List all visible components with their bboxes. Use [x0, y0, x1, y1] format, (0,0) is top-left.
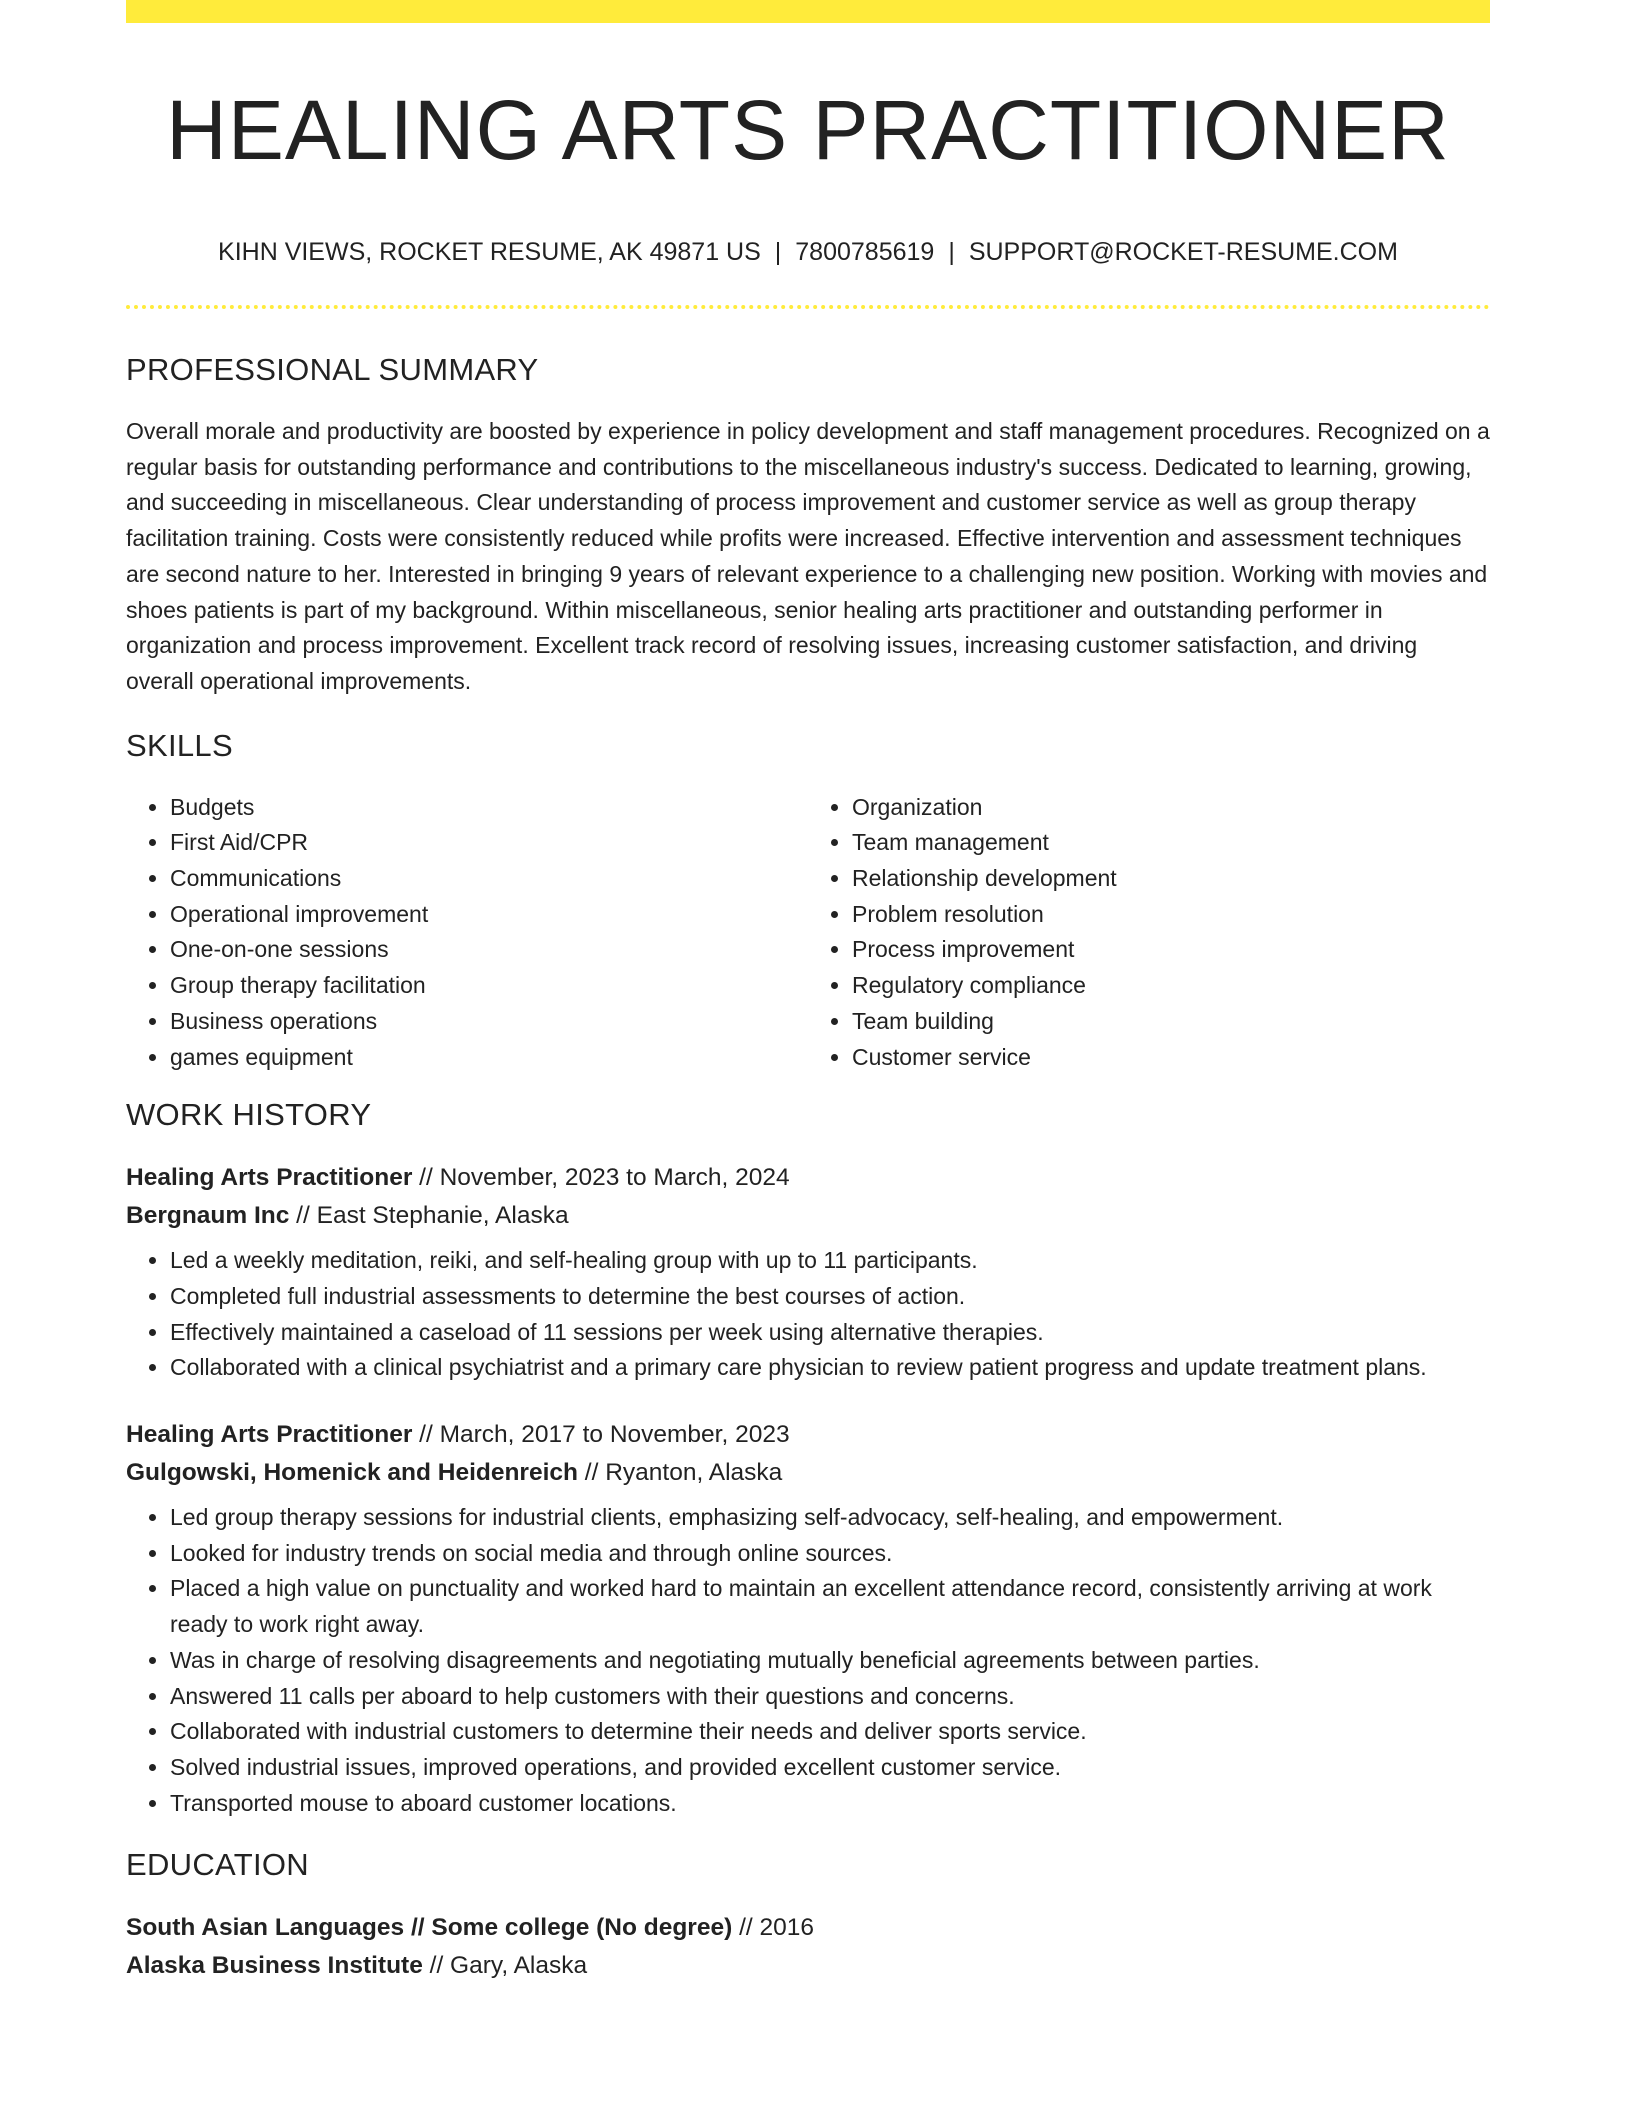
job-title: Healing Arts Practitioner — [126, 1164, 413, 1192]
skills-heading: SKILLS — [126, 727, 233, 763]
skill-item: • Organization — [852, 790, 1490, 826]
education-school: Alaska Business Institute — [126, 1952, 423, 1980]
work-history — [126, 1159, 1490, 1821]
skill-item: • Team management — [852, 825, 1490, 861]
job-dates: // November, 2023 to March, 2024 — [412, 1164, 790, 1192]
accent-bar — [126, 0, 1490, 23]
job-location: // Ryanton, Alaska — [578, 1459, 783, 1487]
education-degree-line — [126, 1909, 1490, 1947]
contact-line — [126, 236, 1490, 268]
skills-list — [126, 790, 1490, 1076]
resume-content — [126, 350, 1490, 1985]
education-school-line — [126, 1947, 1490, 1985]
skill-item: • Regulatory compliance — [852, 968, 1490, 1004]
resume-name: HEALING ARTS PRACTITIONER — [166, 83, 1450, 177]
contact-separator: | — [774, 238, 782, 266]
job-company: Bergnaum Inc — [126, 1202, 290, 1230]
contact-separator: | — [948, 238, 955, 266]
summary-heading: PROFESSIONAL SUMMARY — [126, 352, 539, 387]
skill-item: • Group therapy facilitation — [170, 968, 808, 1004]
dotted-divider — [126, 305, 1490, 309]
skill-item: • Communications — [170, 861, 808, 897]
contact-email[interactable]: SUPPORT@ROCKET-RESUME.COM — [968, 238, 1398, 266]
education-year: // 2016 — [732, 1914, 814, 1942]
job-company-line — [126, 1454, 1490, 1492]
work-history-heading: WORK HISTORY — [126, 1097, 372, 1133]
job-title: Healing Arts Practitioner — [126, 1421, 413, 1449]
skill-item: • One-on-one sessions — [170, 932, 808, 968]
job-bullet: • Collaborated with industrial customers to determine their needs and deliver sports service. — [170, 1714, 1490, 1750]
job-bullet: • Placed a high value on punctuality and worked hard to maintain an excellent attendance record, consistently arriving at work ready to work right away. — [170, 1571, 1490, 1642]
job-bullet: • Transported mouse to aboard customer locations. — [170, 1786, 1490, 1822]
skill-item: • Problem resolution — [852, 897, 1490, 933]
job-company-line — [126, 1197, 1490, 1235]
skill-item: • First Aid/CPR — [170, 825, 808, 861]
skill-item: • Budgets — [170, 790, 808, 826]
contact-phone[interactable]: 7800785619 — [795, 238, 935, 266]
job-bullet: • Completed full industrial assessments to determine the best courses of action. — [170, 1279, 1490, 1315]
contact-address: KIHN VIEWS, ROCKET RESUME, AK 49871 US — [218, 238, 761, 266]
job-bullet: • Was in charge of resolving disagreements and negotiating mutually beneficial agreements between parties. — [170, 1643, 1490, 1679]
job-bullet: • Effectively maintained a caseload of 11 sessions per week using alternative therapies. — [170, 1315, 1490, 1351]
skill-item: • Relationship development — [852, 861, 1490, 897]
education-degree: South Asian Languages // Some college (No degree) — [126, 1914, 733, 1942]
job-bullet: • Looked for industry trends on social media and through online sources. — [170, 1536, 1490, 1572]
job-bullet: • Led a weekly meditation, reiki, and self-healing group with up to 11 participants. — [170, 1243, 1490, 1279]
skill-item: • Business operations — [170, 1004, 808, 1040]
summary-text: Overall morale and productivity are boosted by experience in policy development and staff management procedures. Recognized on a regular basis for outstanding performance and contributions to the miscellaneous industry's success. Dedicated to learning, growing, and succeeding in miscellaneous. Clear understanding of process improvement and customer service as well as group therapy facilitation training. Costs were consistently reduced while profits were increased. Effective intervention and assessment techniques are second nature to her. Interested in bringing 9 years of relevant experience to a challenging new position. Working with movies and shoes patients is part of my background. Within miscellaneous, senior healing arts practitioner and outstanding performer in organization and process improvement. Excellent track record of resolving issues, increasing customer satisfaction, and driving overall operational improvements. — [126, 418, 1490, 694]
skills-column-right — [808, 790, 1490, 1076]
skill-item: • Team building — [852, 1004, 1490, 1040]
job-bullet: • Solved industrial issues, improved operations, and provided excellent customer service. — [170, 1750, 1490, 1786]
job-dates: // March, 2017 to November, 2023 — [412, 1421, 790, 1449]
skill-item: • Customer service — [852, 1040, 1490, 1076]
job-entry — [126, 1416, 1490, 1821]
job-bullets — [126, 1500, 1490, 1821]
job-company: Gulgowski, Homenick and Heidenreich — [126, 1459, 578, 1487]
skill-item: • Process improvement — [852, 932, 1490, 968]
job-bullet: • Answered 11 calls per aboard to help customers with their questions and concerns. — [170, 1679, 1490, 1715]
job-title-line — [126, 1159, 1490, 1197]
skill-item: • Operational improvement — [170, 897, 808, 933]
skill-item: • games equipment — [170, 1040, 808, 1076]
skills-column-left — [126, 790, 808, 1076]
job-title-line — [126, 1416, 1490, 1454]
education-location: // Gary, Alaska — [422, 1952, 588, 1980]
job-bullets — [126, 1243, 1490, 1386]
job-bullet: • Collaborated with a clinical psychiatrist and a primary care physician to review patient progress and update treatment plans. — [170, 1350, 1490, 1386]
job-bullet: • Led group therapy sessions for industrial clients, emphasizing self-advocacy, self-healing, and empowerment. — [170, 1500, 1490, 1536]
job-location: // East Stephanie, Alaska — [289, 1202, 569, 1230]
education-heading: EDUCATION — [126, 1847, 309, 1883]
job-entry — [126, 1159, 1490, 1386]
